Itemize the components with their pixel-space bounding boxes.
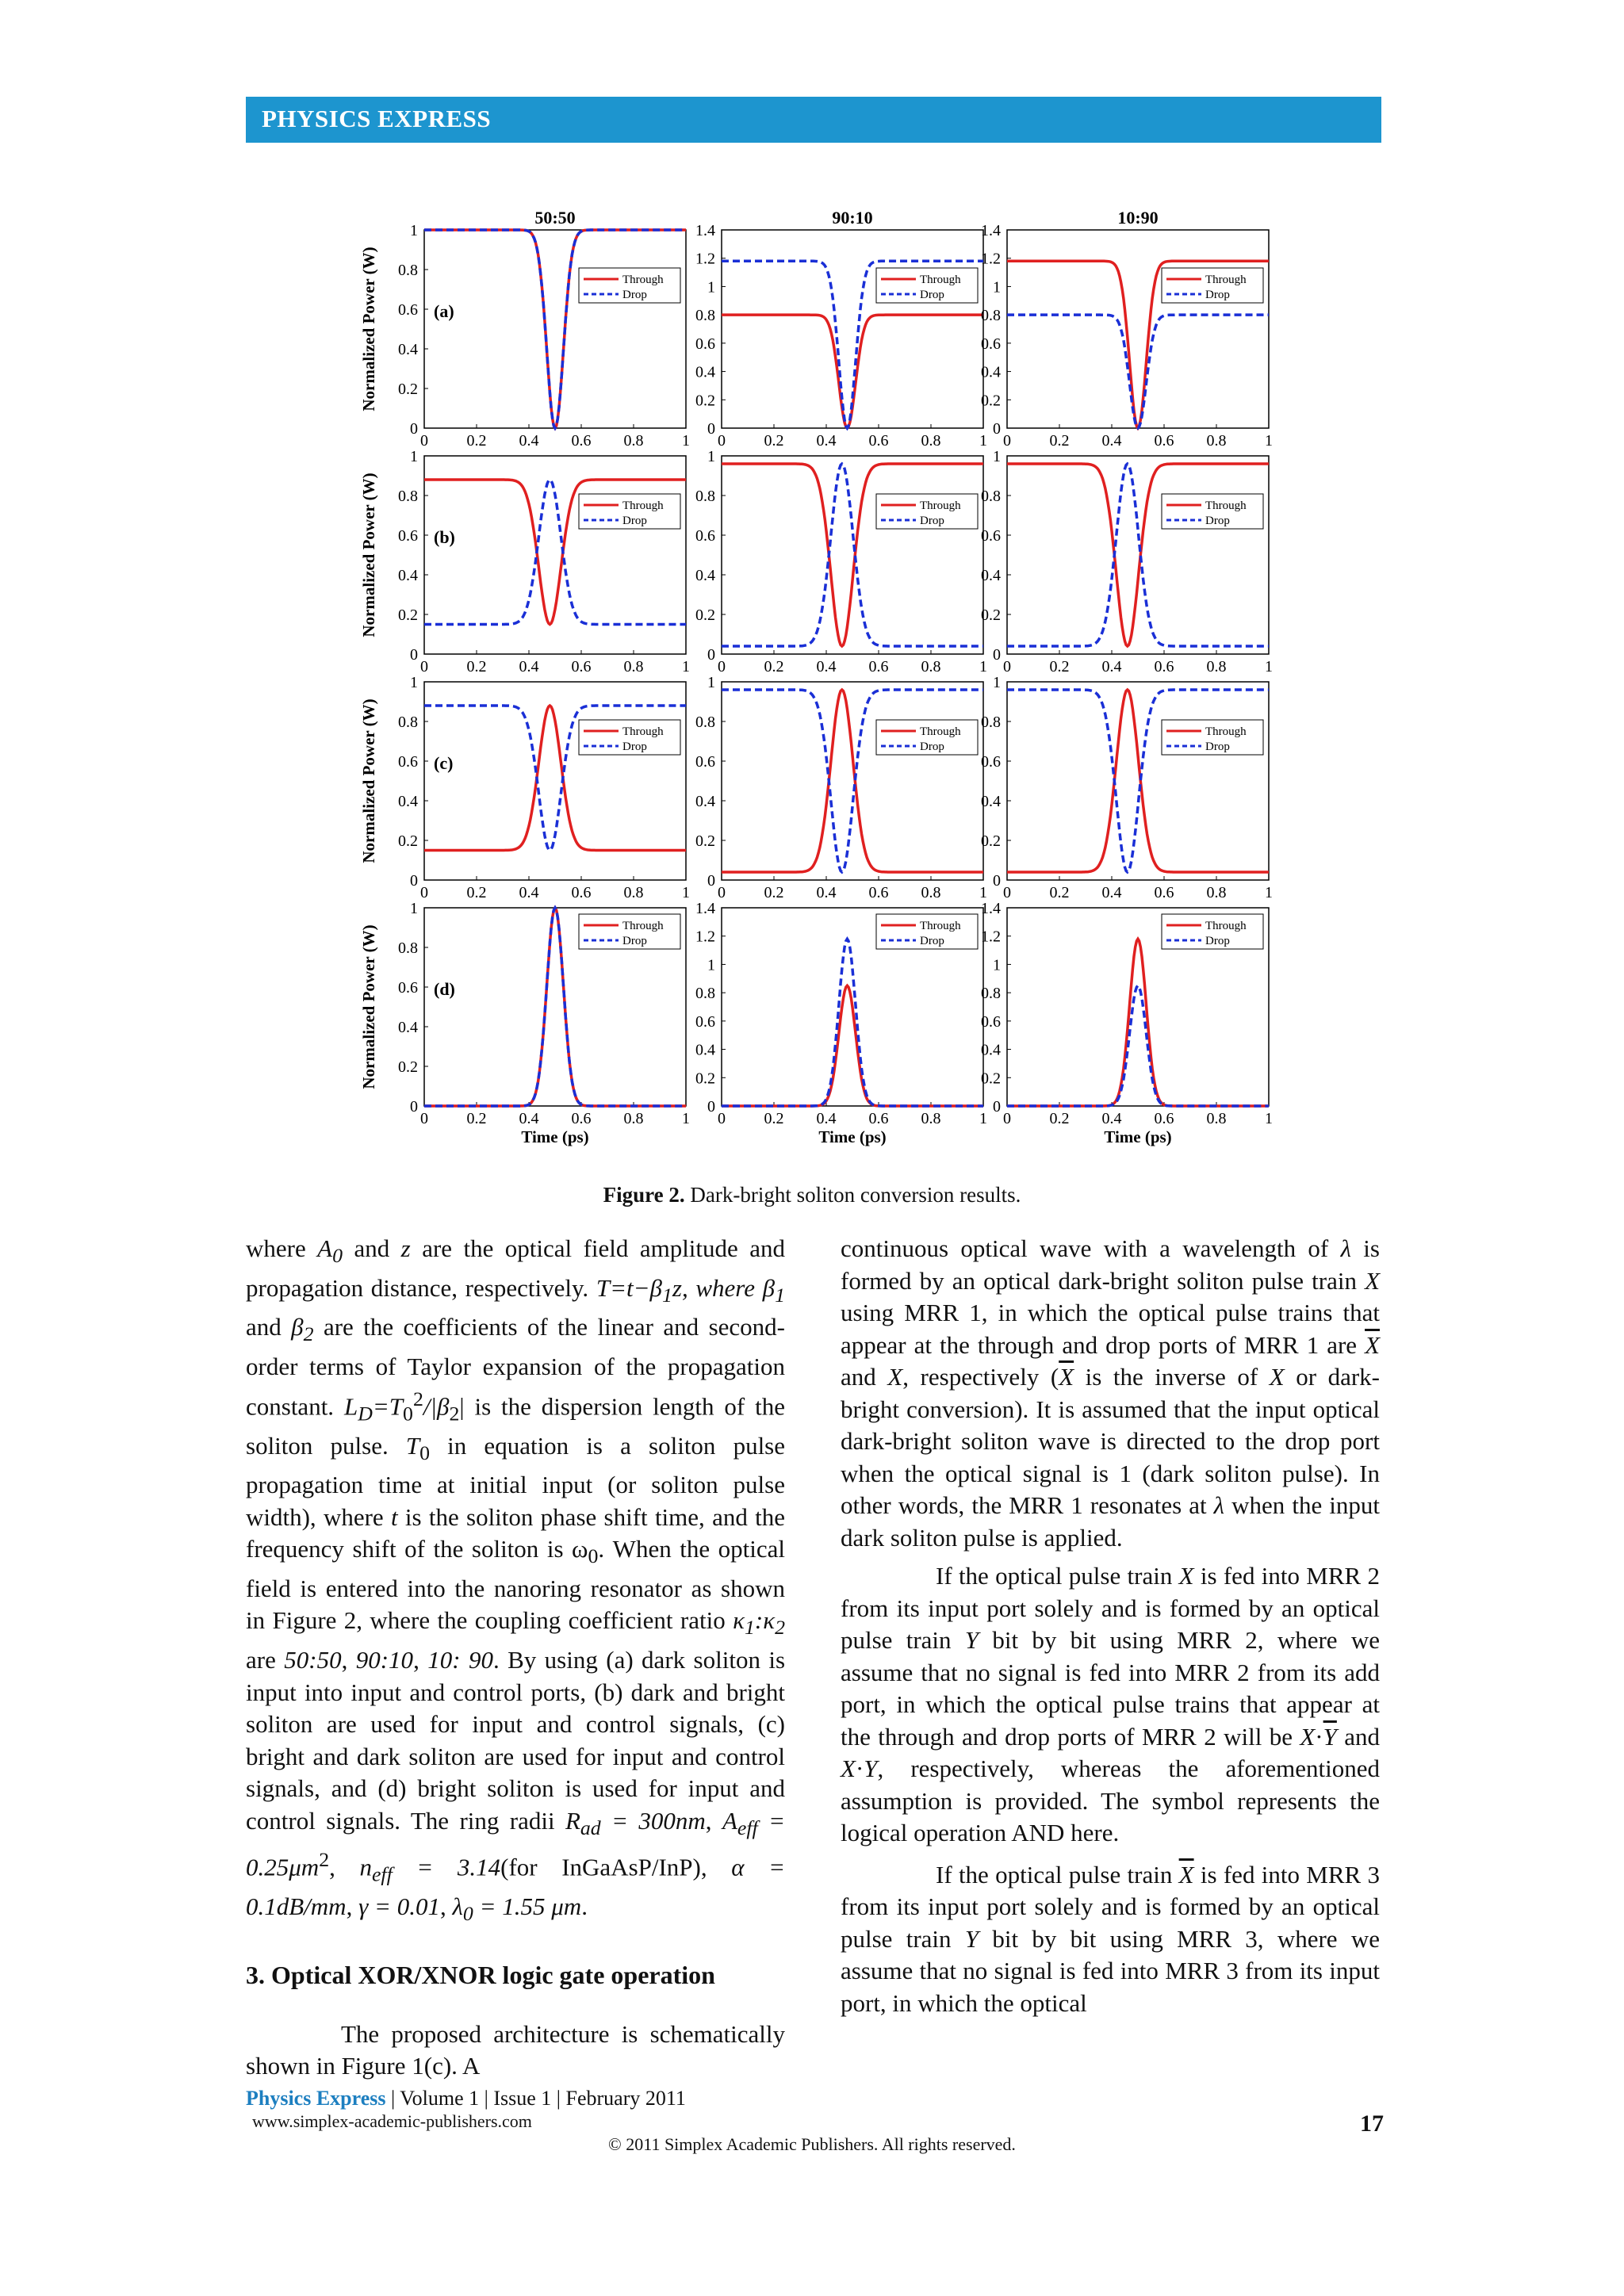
panel-frame [424, 230, 686, 428]
y-tick-label: 0.2 [981, 392, 1001, 410]
legend-through-label: Through [920, 274, 961, 286]
y-tick-label: 0.8 [981, 985, 1001, 1003]
left-paragraph-2: The proposed architecture is schematically shown in Figure 1(c). A [246, 2019, 785, 2080]
right-paragraph-2: If the optical pulse train X is fed into MRR 2 from its input port solely and is formed by an optical pulse train Y bit by bit using MRR 2, where we assume that no signal is fed into MRR 2 from its add port, in which the optical pulse trains that appear at the through and drop ports of MRR 2 will be $X\cdot\overline{Y}$ and X·Y, respectively, whereas the aforementioned assumption is provided. The symbol represents the logical operation AND here. [841, 1562, 1380, 1846]
x-tick-label: 0.2 [466, 884, 487, 901]
x-tick-label: 1 [682, 1110, 690, 1127]
x-tick-label: 0 [420, 884, 428, 901]
x-tick-label: 0 [1003, 432, 1011, 450]
y-tick-label: 1 [707, 448, 715, 465]
row-label: (b) [434, 527, 455, 547]
journal-banner-title: PHYSICS EXPRESS [262, 105, 492, 132]
y-tick-label: 1 [993, 956, 1001, 974]
journal-banner [246, 97, 1381, 143]
x-tick-label: 0.8 [1206, 884, 1227, 901]
x-tick-label: 1 [979, 1110, 987, 1127]
y-axis-label: Normalized Power (W) [359, 473, 378, 637]
x-tick-label: 0.2 [1049, 658, 1070, 675]
legend-drop-label: Drop [920, 935, 944, 947]
x-tick-label: 0.4 [1101, 658, 1122, 675]
soliton-figure [357, 206, 1273, 1158]
x-tick-label: 0.8 [921, 884, 941, 901]
x-axis-label: Time (ps) [818, 1127, 887, 1146]
section-heading: 3. Optical XOR/XNOR logic gate operation [246, 1961, 715, 1990]
x-tick-label: 0 [1003, 1110, 1011, 1127]
y-tick-label: 0.2 [398, 1058, 418, 1076]
x-tick-label: 0.8 [623, 884, 644, 901]
legend-drop-label: Drop [622, 289, 647, 301]
x-tick-label: 0.2 [764, 658, 784, 675]
through-series [722, 464, 983, 646]
legend-through-label: Through [920, 499, 961, 512]
y-tick-label: 0.6 [981, 1012, 1001, 1031]
legend-through-label: Through [622, 920, 664, 932]
x-axis-label: Time (ps) [521, 1127, 589, 1146]
legend-through-label: Through [920, 920, 961, 932]
through-series [424, 230, 686, 428]
x-tick-label: 0.4 [816, 1110, 837, 1127]
x-tick-label: 1 [1265, 884, 1273, 901]
x-tick-label: 0.6 [868, 658, 889, 675]
y-tick-label: 0 [707, 872, 715, 890]
x-tick-label: 0.6 [868, 432, 889, 450]
drop-series [722, 939, 983, 1106]
y-tick-label: 1.4 [981, 222, 1001, 239]
drop-series [1007, 985, 1269, 1106]
row-label: (c) [434, 753, 454, 773]
y-tick-label: 1 [993, 278, 1001, 297]
y-tick-label: 0.6 [695, 1012, 715, 1031]
y-tick-label: 0.2 [398, 381, 418, 398]
x-tick-label: 0.2 [764, 432, 784, 450]
legend-drop-label: Drop [622, 740, 647, 753]
y-tick-label: 1 [707, 278, 715, 297]
x-tick-label: 0.4 [519, 884, 539, 901]
y-tick-label: 0.6 [695, 753, 715, 771]
y-tick-label: 1 [993, 448, 1001, 465]
drop-series [1007, 690, 1269, 872]
x-tick-label: 0.2 [466, 1110, 487, 1127]
y-tick-label: 0.6 [981, 753, 1001, 771]
y-tick-label: 0.2 [695, 832, 715, 850]
panel-frame [722, 682, 983, 880]
y-tick-label: 0 [410, 646, 418, 664]
x-tick-label: 0 [1003, 658, 1011, 675]
y-tick-label: 0.6 [695, 527, 715, 545]
x-tick-label: 0.6 [571, 884, 592, 901]
legend-through-label: Through [622, 274, 664, 286]
y-tick-label: 0.2 [981, 607, 1001, 624]
through-series [722, 315, 983, 428]
y-tick-label: 0 [410, 1098, 418, 1115]
drop-series [424, 230, 686, 428]
y-tick-label: 0.8 [981, 488, 1001, 505]
y-tick-label: 0.4 [981, 363, 1001, 381]
x-tick-label: 0.8 [1206, 432, 1227, 450]
x-tick-label: 1 [1265, 432, 1273, 450]
panel-frame [1007, 230, 1269, 428]
legend-drop-label: Drop [1205, 935, 1230, 947]
x-tick-label: 0.8 [623, 658, 644, 675]
y-tick-label: 0.8 [695, 714, 715, 731]
y-tick-label: 1 [707, 674, 715, 691]
x-tick-label: 0.4 [816, 432, 837, 450]
y-tick-label: 0.6 [695, 335, 715, 353]
y-tick-label: 0 [410, 420, 418, 438]
y-tick-label: 0.4 [398, 567, 418, 584]
x-tick-label: 0 [718, 1110, 726, 1127]
footer-website[interactable]: www.simplex-academic-publishers.com [252, 2111, 532, 2131]
y-tick-label: 0 [993, 872, 1001, 890]
y-tick-label: 0 [707, 420, 715, 438]
legend-through-label: Through [1205, 274, 1247, 286]
x-tick-label: 0.4 [816, 658, 837, 675]
drop-series [722, 464, 983, 646]
figure-caption-label: Figure 2. [603, 1183, 685, 1207]
y-tick-label: 1 [410, 222, 418, 239]
y-tick-label: 0.4 [981, 793, 1001, 810]
y-tick-label: 0.8 [981, 307, 1001, 325]
x-tick-label: 0.6 [571, 658, 592, 675]
y-tick-label: 0.6 [398, 753, 418, 771]
figure-caption [0, 1183, 1624, 1207]
legend-through-label: Through [1205, 499, 1247, 512]
legend-drop-label: Drop [1205, 289, 1230, 301]
y-tick-label: 0 [993, 1098, 1001, 1115]
row-label: (a) [434, 301, 454, 321]
y-tick-label: 0 [707, 1098, 715, 1115]
left-column [246, 1233, 785, 2083]
y-tick-label: 0.2 [398, 607, 418, 624]
x-tick-label: 0.2 [1049, 1110, 1070, 1127]
y-tick-label: 1.2 [981, 250, 1001, 268]
legend-drop-label: Drop [622, 935, 647, 947]
x-tick-label: 0.8 [1206, 658, 1227, 675]
right-paragraph-1: continuous optical wave with a wavelength of λ is formed by an optical dark-bright soliton pulse train X using MRR 1, in which the optical pulse trains that appear at the through and drop ports of MRR 1 are $\overline{X}$ and X, respectively ($\overline{X}$ is the inverse of X or dark-bright conversion). It is assumed that the input optical dark-bright soliton wave is directed to the drop port when the optical signal is 1 (dark soliton pulse). In other words, the MRR 1 resonates at λ when the input dark soliton pulse is applied. [841, 1234, 1381, 1552]
legend-drop-label: Drop [622, 515, 647, 527]
x-tick-label: 0 [1003, 884, 1011, 901]
legend-through-label: Through [920, 725, 961, 738]
y-tick-label: 0.4 [398, 793, 418, 810]
x-tick-label: 0 [420, 432, 428, 450]
y-tick-label: 1 [410, 448, 418, 465]
x-tick-label: 0.4 [519, 1110, 539, 1127]
legend-through-label: Through [622, 499, 664, 512]
y-tick-label: 0.4 [695, 567, 715, 584]
y-tick-label: 0.8 [981, 714, 1001, 731]
through-series [722, 690, 983, 872]
drop-series [1007, 464, 1269, 646]
x-axis-label: Time (ps) [1104, 1127, 1172, 1146]
y-tick-label: 0.4 [398, 341, 418, 358]
x-tick-label: 0 [718, 884, 726, 901]
drop-series [1007, 315, 1269, 428]
x-tick-label: 0.6 [1154, 1110, 1174, 1127]
y-axis-label: Normalized Power (W) [359, 698, 378, 863]
y-axis-label: Normalized Power (W) [359, 247, 378, 411]
column-title: 10:90 [1117, 208, 1159, 228]
panel-frame [722, 456, 983, 654]
y-tick-label: 0.4 [695, 363, 715, 381]
y-tick-label: 0 [993, 420, 1001, 438]
x-tick-label: 0.4 [519, 658, 539, 675]
y-tick-label: 0.2 [695, 1070, 715, 1088]
x-tick-label: 1 [682, 432, 690, 450]
y-tick-label: 0.6 [981, 527, 1001, 545]
x-tick-label: 0.4 [1101, 1110, 1122, 1127]
y-tick-label: 0.6 [398, 979, 418, 997]
y-tick-label: 1.4 [695, 222, 715, 239]
x-tick-label: 0.6 [868, 1110, 889, 1127]
y-tick-label: 1.2 [695, 928, 715, 946]
x-tick-label: 0.2 [466, 658, 487, 675]
x-tick-label: 1 [682, 658, 690, 675]
x-tick-label: 0.2 [764, 884, 784, 901]
row-label: (d) [434, 979, 455, 999]
x-tick-label: 0.4 [1101, 432, 1122, 450]
x-tick-label: 0.6 [571, 432, 592, 450]
y-tick-label: 1.2 [695, 250, 715, 268]
y-tick-label: 0.4 [981, 1041, 1001, 1059]
x-tick-label: 0 [420, 658, 428, 675]
y-tick-label: 1 [410, 674, 418, 691]
y-tick-label: 0 [993, 646, 1001, 664]
y-tick-label: 0.6 [398, 527, 418, 545]
through-series [1007, 464, 1269, 646]
right-column [841, 1233, 1380, 2019]
x-tick-label: 1 [1265, 1110, 1273, 1127]
x-tick-label: 0 [420, 1110, 428, 1127]
page-number: 17 [1360, 2110, 1384, 2137]
y-tick-label: 0.8 [695, 307, 715, 325]
y-tick-label: 0.8 [398, 939, 418, 957]
footer-journal-info [246, 2087, 686, 2110]
x-tick-label: 1 [979, 658, 987, 675]
footer-journal-name: Physics Express [246, 2087, 386, 2110]
y-tick-label: 0.2 [695, 392, 715, 410]
through-series [722, 985, 983, 1106]
y-tick-label: 0.4 [695, 793, 715, 810]
x-tick-label: 0.8 [921, 432, 941, 450]
x-tick-label: 0.6 [868, 884, 889, 901]
panel-frame [1007, 682, 1269, 880]
y-tick-label: 1.2 [981, 928, 1001, 946]
x-tick-label: 0.4 [519, 432, 539, 450]
legend-drop-label: Drop [920, 515, 944, 527]
y-tick-label: 0.8 [398, 488, 418, 505]
x-tick-label: 0.2 [1049, 884, 1070, 901]
legend-through-label: Through [1205, 725, 1247, 738]
drop-series [722, 690, 983, 872]
y-tick-label: 0.6 [981, 335, 1001, 353]
y-tick-label: 0.8 [398, 262, 418, 279]
y-tick-label: 0 [707, 646, 715, 664]
x-tick-label: 0.8 [1206, 1110, 1227, 1127]
x-tick-label: 0.2 [1049, 432, 1070, 450]
legend-drop-label: Drop [920, 740, 944, 753]
panel-frame [1007, 456, 1269, 654]
column-title: 90:10 [832, 208, 873, 228]
y-tick-label: 0.8 [695, 985, 715, 1003]
x-tick-label: 0.8 [921, 658, 941, 675]
x-tick-label: 1 [1265, 658, 1273, 675]
legend-through-label: Through [1205, 920, 1247, 932]
y-tick-label: 0.4 [398, 1019, 418, 1036]
x-tick-label: 1 [979, 884, 987, 901]
y-tick-label: 0.8 [695, 488, 715, 505]
y-tick-label: 0.2 [695, 607, 715, 624]
legend-through-label: Through [622, 725, 664, 738]
left-paragraph-1: where $A_0$ and z are the optical field amplitude and propagation distance, respectively. $T=t-\beta_1z$, where $\beta_1$ and $\beta_2$ are the coefficients of the linear and second-order terms of Taylor expansion of the propagation constant. $L_D=T_0^2/|\beta_2|$ is the dispersion length of the soliton pulse. $T_0$ in equation is a soliton pulse propagation time at initial input (or soliton pulse width), where t is the soliton phase shift time, and the frequency shift of the soliton is $\omega_0$. When the optical field is entered into the nanoring resonator as shown in Figure 2, where the coupling coefficient ratio $\kappa_1:\kappa_2$ are 50:50, 90:10, 10: 90. By using (a) dark soliton is input into input and control ports, (b) dark and bright soliton are used for input and control signals, (c) bright and dark soliton are used for input and control signals, and (d) bright soliton is used for input and control signals. The ring radii $R_{ad} = 300nm$, $A_{eff} = 0.25\mu m^2$, $n_{eff} = 3.14(for$ InGaAsP/InP), α = 0.1dB/mm, γ = 0.01, $\lambda_0 = 1.55$ μm. [246, 1234, 786, 1926]
x-tick-label: 0.8 [623, 432, 644, 450]
y-tick-label: 1 [410, 900, 418, 917]
y-tick-label: 1 [993, 674, 1001, 691]
x-tick-label: 0 [718, 658, 726, 675]
x-tick-label: 0.2 [764, 1110, 784, 1127]
legend-drop-label: Drop [920, 289, 944, 301]
legend-drop-label: Drop [1205, 515, 1230, 527]
through-series [1007, 939, 1269, 1106]
y-tick-label: 0.4 [981, 567, 1001, 584]
right-paragraph-3: If the optical pulse train $\overline{X}$ is fed into MRR 3 from its input port solely and is formed by an optical pulse train Y bit by bit using MRR 3, where we assume that no signal is fed into MRR 3 from its input port, in which the optical [841, 1860, 1380, 2017]
footer-issue-info: | Volume 1 | Issue 1 | February 2011 [385, 2087, 686, 2110]
x-tick-label: 0.6 [1154, 432, 1174, 450]
y-axis-label: Normalized Power (W) [359, 924, 378, 1089]
y-tick-label: 0.4 [695, 1041, 715, 1059]
column-title: 50:50 [534, 208, 576, 228]
y-tick-label: 0.8 [398, 714, 418, 731]
x-tick-label: 1 [979, 432, 987, 450]
x-tick-label: 0.4 [816, 884, 837, 901]
x-tick-label: 0.8 [921, 1110, 941, 1127]
x-tick-label: 0 [718, 432, 726, 450]
y-tick-label: 0.2 [981, 832, 1001, 850]
legend-drop-label: Drop [1205, 740, 1230, 753]
y-tick-label: 1 [707, 956, 715, 974]
x-tick-label: 0.6 [571, 1110, 592, 1127]
y-tick-label: 0.2 [981, 1070, 1001, 1088]
y-tick-label: 1.4 [981, 900, 1001, 917]
x-tick-label: 0.8 [623, 1110, 644, 1127]
x-tick-label: 0.2 [466, 432, 487, 450]
x-tick-label: 0.6 [1154, 884, 1174, 901]
through-series [1007, 690, 1269, 872]
y-tick-label: 0.2 [398, 832, 418, 850]
y-tick-label: 1.4 [695, 900, 715, 917]
copyright: © 2011 Simplex Academic Publishers. All rights reserved. [608, 2134, 1016, 2154]
x-tick-label: 1 [682, 884, 690, 901]
y-tick-label: 0 [410, 872, 418, 890]
y-tick-label: 0.6 [398, 301, 418, 319]
figure-caption-text: Dark-bright soliton conversion results. [690, 1183, 1021, 1207]
x-tick-label: 0.4 [1101, 884, 1122, 901]
x-tick-label: 0.6 [1154, 658, 1174, 675]
